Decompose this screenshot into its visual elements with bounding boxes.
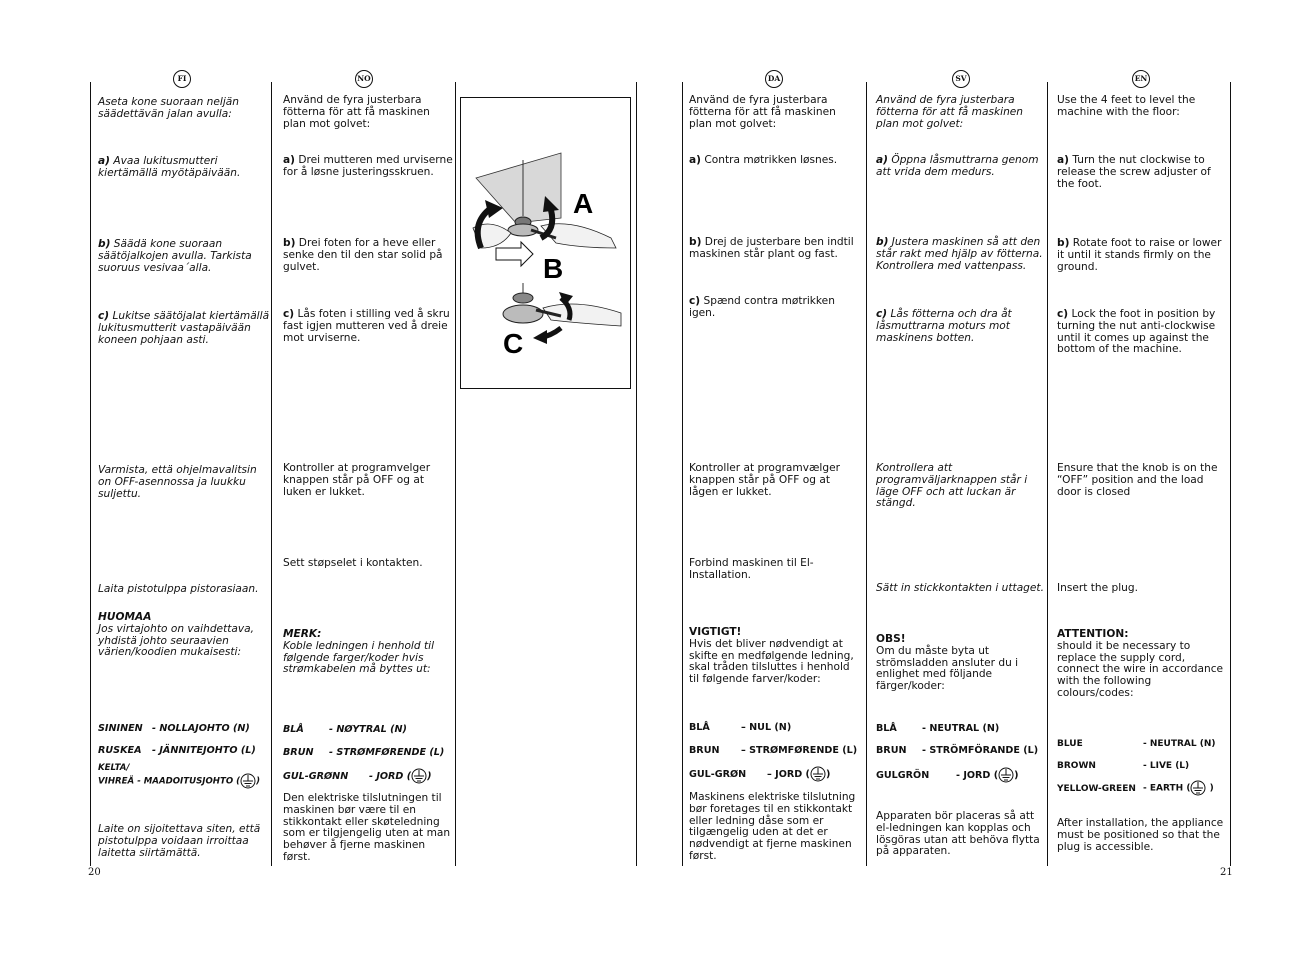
intro-text: Använd de fyra justerbara fötterna för att få maskinen plan mot golvet: xyxy=(283,94,430,130)
knob-check-text: Varmista, että ohjelmavalitsin on OFF-asennossa ja luukku suljettu. xyxy=(98,464,257,500)
warning-title: MERK: xyxy=(283,628,322,640)
step-text: Turn the nut clockwise to release the screw adjuster of the foot. xyxy=(1057,154,1211,190)
step-b xyxy=(876,237,1048,272)
step-letter: c) xyxy=(689,295,701,307)
wire-function: - JORD ( xyxy=(956,770,999,781)
warning-text: Jos virtajohto on vaihdettava, yhdistä johto seuraavien värien/koodien mukaisesti: xyxy=(98,622,254,659)
step-a xyxy=(876,155,1048,179)
step-text: Spænd contra møtrikken igen. xyxy=(689,295,835,319)
wire-function: - STRØMFØRENDE (L) xyxy=(329,747,445,758)
wire-live xyxy=(876,745,1048,757)
step-text: Lås foten i stilling ved å skru fast igjen mutteren ved å dreie mot urviserne. xyxy=(283,308,450,344)
wire-neutral xyxy=(98,723,270,735)
step-letter: a) xyxy=(689,154,701,166)
step-text: Drei foten for a heve eller senke den til den star solid på gulvet. xyxy=(283,237,443,273)
leveling-foot-illustration xyxy=(460,97,631,389)
wire-color: BRUN xyxy=(283,747,314,758)
wire-color: BRUN xyxy=(876,745,907,756)
warning-title: VIGTIGT! xyxy=(689,626,742,638)
wire-live xyxy=(283,747,455,759)
step-text: Rotate foot to raise or lower it until it stands firmly on the ground. xyxy=(1057,237,1222,273)
wire-color: GUL-GRØNN xyxy=(283,771,349,782)
wire-color: BLUE xyxy=(1057,739,1083,749)
wire-color: BLÅ xyxy=(689,722,710,733)
plug-text: Laita pistotulppa pistorasiaan. xyxy=(98,583,259,595)
earth-ground-icon xyxy=(1190,780,1206,796)
step-b xyxy=(1057,238,1229,273)
step-text: Öppna låsmuttrarna genom att vrida dem medurs. xyxy=(876,154,1039,178)
wire-function: - STRÖMFÖRANDE (L) xyxy=(922,745,1039,756)
step-text: Drej de justerbare ben indtil maskinen står plant og fast. xyxy=(689,236,854,260)
wire-neutral xyxy=(876,723,1048,735)
warning-block xyxy=(1057,629,1229,700)
column-en xyxy=(1057,80,1227,866)
language-badge-da: DA xyxy=(765,70,783,88)
warning-block xyxy=(98,612,270,659)
final-note: Den elektriske tilslutningen til maskinen bør være til en stikkontakt eller skøteledning som er tilgjengelig uten at man behøver å fjerne maskinen først. xyxy=(283,792,451,863)
wire-color: RUSKEA xyxy=(98,745,142,756)
step-letter: b) xyxy=(1057,237,1070,249)
step-letter: a) xyxy=(283,154,295,166)
step-letter: c) xyxy=(283,308,295,320)
wire-live xyxy=(98,745,270,757)
step-text: Lås fötterna och dra åt låsmuttrarna moturs mot maskinens botten. xyxy=(876,308,1012,344)
wire-color: VIHREÄ xyxy=(98,776,135,787)
step-c xyxy=(1057,309,1229,356)
column-da xyxy=(689,80,859,866)
wire-function-end: ) xyxy=(1209,783,1214,794)
intro-text: Aseta kone suoraan neljän säädettävän jalan avulla: xyxy=(98,96,239,120)
plug-text: Sett støpselet i kontakten. xyxy=(283,557,423,569)
wire-live xyxy=(689,745,861,757)
wire-neutral xyxy=(689,722,861,734)
knob-check-text: Kontroller at programvelger knappen står på OFF og at luken er lukket. xyxy=(283,462,431,498)
step-a xyxy=(1057,155,1229,190)
column-rule xyxy=(1230,82,1231,866)
step-letter: b) xyxy=(689,236,702,248)
warning-text: Koble ledningen i henhold til følgende farger/koder hvis strømkabelen må byttes ut: xyxy=(283,639,435,676)
step-text: Drei mutteren med urviserne for å løsne justeringsskruen. xyxy=(283,154,453,178)
step-text: Lock the foot in position by turning the nut anti-clockwise until it comes up against the bottom of the machine. xyxy=(1057,308,1216,356)
language-badge-no: NO xyxy=(355,70,373,88)
plug-text: Sätt in stickkontakten i uttaget. xyxy=(876,582,1044,594)
wire-function: - EARTH ( xyxy=(1143,783,1191,794)
intro-text: Använd de fyra justerbara fötterna för att få maskinen plan mot golvet: xyxy=(876,94,1024,130)
step-a xyxy=(283,155,455,179)
step-text: Avaa lukitusmutteri kiertämällä myötäpäivään. xyxy=(98,155,241,179)
language-badge-sv: SV xyxy=(952,70,970,88)
plug-text: Forbind maskinen til El-Installation. xyxy=(689,557,814,581)
intro-text: Use the 4 feet to level the machine with the floor: xyxy=(1057,94,1196,118)
step-b xyxy=(98,239,270,274)
column-rule xyxy=(866,82,867,866)
final-note: Maskinens elektriske tilslutning bør foretages til en stikkontakt eller ledning dåse som er tilgængelig uden at det er nødvendigt at fjerne maskinen først. xyxy=(689,791,856,862)
earth-ground-icon xyxy=(810,766,826,782)
figure-label-b: B xyxy=(543,253,564,284)
wire-color: BROWN xyxy=(1057,761,1096,771)
warning-block xyxy=(876,634,1048,693)
page-number-left: 20 xyxy=(88,867,101,878)
wire-function-end: ) xyxy=(256,776,260,787)
leveling-foot-drawing xyxy=(461,98,630,388)
warning-title: HUOMAA xyxy=(98,611,152,623)
wire-function: - NEUTRAL (N) xyxy=(1143,739,1216,749)
step-letter: b) xyxy=(283,237,296,249)
step-c xyxy=(283,309,455,344)
wire-function-end: ) xyxy=(1014,770,1019,781)
step-text: Contra møtrikken løsnes. xyxy=(701,154,838,166)
wire-function: - NEUTRAL (N) xyxy=(922,723,1000,734)
wire-earth xyxy=(283,768,455,784)
column-no xyxy=(283,80,453,866)
wire-color: YELLOW-GREEN xyxy=(1057,783,1136,794)
step-letter: a) xyxy=(1057,154,1069,166)
step-b xyxy=(689,237,861,261)
step-a xyxy=(98,156,270,180)
wire-function: - NOLLAJOHTO (N) xyxy=(152,723,250,734)
warning-title: ATTENTION: xyxy=(1057,628,1129,640)
column-rule xyxy=(90,82,91,866)
step-a xyxy=(689,155,861,167)
wire-color: BLÅ xyxy=(283,724,304,735)
earth-ground-icon xyxy=(411,768,427,784)
wire-function: - MAADOITUSJOHTO ( xyxy=(137,776,241,787)
wire-earth xyxy=(876,767,1048,783)
wire-live xyxy=(1057,760,1229,772)
knob-check-text: Ensure that the knob is on the “OFF” position and the load door is closed xyxy=(1057,462,1218,498)
wire-color: BRUN xyxy=(689,745,720,756)
earth-ground-icon xyxy=(240,773,256,789)
wire-function: - LIVE (L) xyxy=(1143,761,1190,771)
language-badge-en: EN xyxy=(1132,70,1150,88)
earth-ground-icon xyxy=(998,767,1014,783)
final-note: After installation, the appliance must be positioned so that the plug is accessible. xyxy=(1057,817,1224,853)
step-c xyxy=(98,311,270,346)
wire-earth xyxy=(1057,780,1229,796)
warning-title: OBS! xyxy=(876,633,906,645)
step-text: Lukitse säätöjalat kiertämällä lukitusmutterit vastapäivään koneen pohjaan asti. xyxy=(98,310,270,346)
step-text: Säädä kone suoraan säätöjalkojen avulla. Tarkista suoruus vesivaa´alla. xyxy=(98,238,252,274)
wire-neutral xyxy=(283,724,455,736)
step-c xyxy=(689,296,861,320)
knob-check-text: Kontrollera att programväljarknappen står i läge OFF och att luckan är stängd. xyxy=(876,462,1028,510)
column-rule xyxy=(636,82,637,866)
wire-function: – JORD ( xyxy=(767,769,810,780)
warning-text: Om du måste byta ut strömsladden ansluter du i enlighet med följande färger/koder: xyxy=(876,644,1019,693)
figure-label-a: A xyxy=(573,188,594,219)
step-letter: a) xyxy=(98,155,110,167)
step-letter: c) xyxy=(1057,308,1069,320)
column-rule xyxy=(455,82,456,866)
wire-color: SININEN xyxy=(98,723,143,734)
wire-color: GUL-GRØN xyxy=(689,769,747,780)
figure-label-c: C xyxy=(503,328,524,359)
warning-block xyxy=(283,629,455,676)
wire-earth xyxy=(689,766,861,782)
intro-text: Använd de fyra justerbara fötterna för att få maskinen plan mot golvet: xyxy=(689,94,836,130)
wire-color: GULGRÖN xyxy=(876,770,930,781)
wire-function-end: ) xyxy=(427,771,432,782)
warning-block xyxy=(689,627,861,686)
column-rule xyxy=(682,82,683,866)
step-letter: a) xyxy=(876,154,888,166)
step-letter: b) xyxy=(876,236,889,248)
step-b xyxy=(283,238,455,273)
column-fi xyxy=(98,80,268,866)
column-sv xyxy=(876,80,1046,866)
wire-neutral xyxy=(1057,738,1229,750)
step-letter: c) xyxy=(876,308,888,320)
wire-earth xyxy=(98,764,270,789)
wire-function: - NØYTRAL (N) xyxy=(329,724,407,735)
wire-function: - JÄNNITEJOHTO (L) xyxy=(152,745,256,756)
final-note: Laite on sijoitettava siten, että pistotulppa voidaan irroittaa laitetta siirtämättä. xyxy=(98,823,261,859)
wire-function: - JORD ( xyxy=(369,771,412,782)
warning-text: Hvis det bliver nødvendigt at skifte en medfølgende ledning, skal tråden tilsluttes i henhold til følgende farver/koder: xyxy=(689,637,854,686)
page-number-right: 21 xyxy=(1220,867,1233,878)
knob-check-text: Kontroller at programvælger knappen står på OFF og at lågen er lukket. xyxy=(689,462,840,498)
column-rule xyxy=(271,82,272,866)
wire-color: KELTA/ xyxy=(98,763,130,773)
wire-function: – NUL (N) xyxy=(741,722,792,733)
step-letter: c) xyxy=(98,310,110,322)
step-text: Justera maskinen så att den står rakt med hjälp av fötterna. Kontrollera med vattenpass. xyxy=(876,236,1043,272)
language-badge-fi: FI xyxy=(173,70,191,88)
step-c xyxy=(876,309,1048,344)
wire-function-end: ) xyxy=(825,769,831,780)
wire-function: – STRØMFØRENDE (L) xyxy=(741,745,858,756)
warning-text: should it be necessary to replace the supply cord, connect the wire in accordance with the following colours/codes: xyxy=(1057,639,1224,699)
plug-text: Insert the plug. xyxy=(1057,582,1138,594)
wire-color: BLÅ xyxy=(876,723,897,734)
final-note: Apparaten bör placeras så att el-ledningen kan kopplas och lösgöras utan att behöva flytta på apparaten. xyxy=(876,810,1040,858)
step-letter: b) xyxy=(98,238,111,250)
